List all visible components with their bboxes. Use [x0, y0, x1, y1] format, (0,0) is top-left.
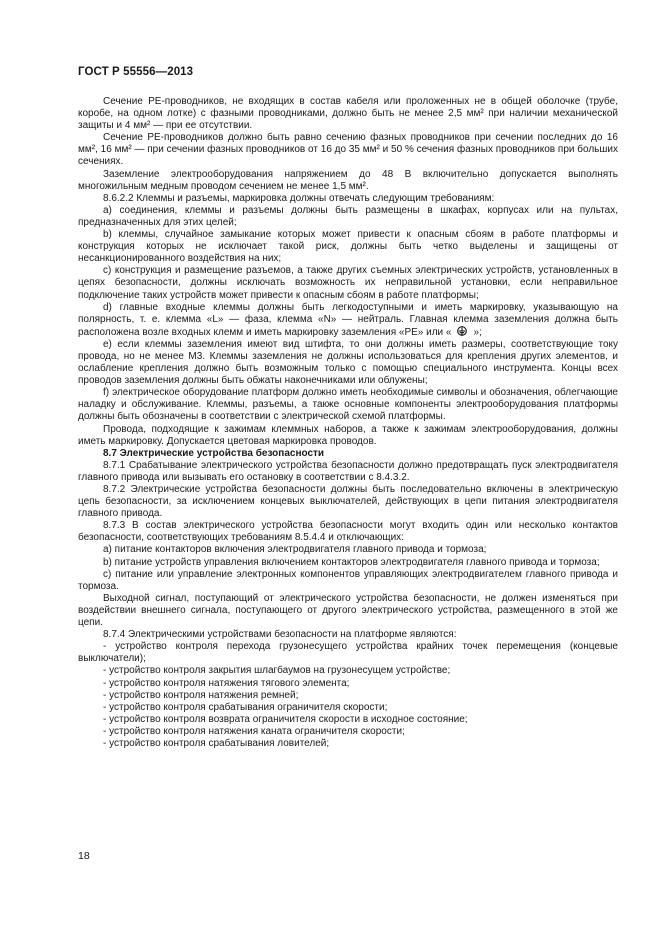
list-item-d: [78, 302, 618, 339]
paragraph-grounding-48v: Заземление электрооборудования напряжением до 48 В включительно допускается выполнять многожильным медным проводом сечением не менее 1,5 мм².: [78, 168, 618, 192]
paragraph-output-signal: Выходной сигнал, поступающий от электрического устройства безопасности, не должен изменяться при воздействии внешнего сигнала, поступающего от другого электрического устройства, размещенного в этой же цепи.: [78, 592, 618, 629]
dash-item-governor-reset: - устройство контроля возврата ограничителя скорости в исходное состояние;: [103, 713, 468, 725]
dash-item-governor-trip: - устройство контроля срабатывания ограничителя скорости;: [103, 701, 388, 713]
list-item-d-text: d) главные входные клеммы должны быть легкодоступными и иметь маркировку, указывающую на полярность, т. е. клемма «L» — фаза, клемма «N» — нейтраль. Главная клемма заземления должна быть расположена возле входных клемм и иметь маркировку заземления «PE» или «: [78, 301, 618, 338]
paragraph-8-6-2-2: 8.6.2.2 Клеммы и разъемы, маркировка должны отвечать следующим требованиям:: [103, 192, 495, 204]
dash-item-governor-rope: - устройство контроля натяжения каната ограничителя скорости;: [103, 725, 405, 737]
list-item-b-2: b) питание устройств управления включением контакторов электродвигателя главного привода и тормоза;: [103, 556, 600, 568]
dash-item-barriers: - устройство контроля закрытия шлагбаумов на грузонесущем устройстве;: [103, 665, 451, 677]
paragraph-8-7-4: 8.7.4 Электрическими устройствами безопасности на платформе являются:: [103, 629, 457, 641]
paragraph-8-7-2: 8.7.2 Электрические устройства безопасности должны быть последовательно включены в электрическую цепь безопасности, за исключением концевых выключателей, действующих в цепи питания электродвигателя главного привода.: [78, 484, 618, 520]
ground-symbol-icon: [451, 326, 473, 336]
paragraph-pe-section-equal: Сечение PE-проводников должно быть равно сечению фазных проводников при сечении последних до 16 мм², 16 мм² — при сечении фазных проводников от 16 до 35 мм² и 50 % сечения фазных проводников при больших сечениях.: [78, 132, 618, 168]
list-item-a: а) соединения, клеммы и разъемы должны быть размещены в шкафах, корпусах или на пультах, предназначенных для этих целей;: [78, 204, 618, 228]
page-number: 18: [78, 850, 90, 862]
list-item-c-2: с) питание или управление электронных компонентов управляющих электродвигателем главного привода и тормоза.: [78, 568, 618, 592]
paragraph-8-7-3: 8.7.3 В состав электрического устройства безопасности могут входить один или несколько контактов безопасности, соответствующих требованиям 8.5.4.4 и отключающих:: [78, 520, 618, 544]
dash-item-traction-tension: - устройство контроля натяжения тягового элемента;: [103, 677, 350, 689]
list-item-b: b) клеммы, случайное замыкание которых может привести к опасным сбоям в работе платформы и конструкция которых не исключает такой риск, должны быть четко выделены и защищены от несанкционированного воздействия на них;: [78, 229, 618, 265]
ground-suffix: »;: [473, 326, 482, 338]
paragraph-8-7-1: 8.7.1 Срабатывание электрического устройства безопасности должно предотвращать пуск электродвигателя главного привода или вызывать его остановку в соответствии с 8.4.3.2.: [78, 459, 618, 483]
page-body: [78, 96, 618, 750]
dash-item-belt-tension: - устройство контроля натяжения ремней;: [103, 689, 299, 701]
list-item-c: с) конструкция и размещение разъемов, а также других съемных электрических устройств, установленных в цепях безопасности, должны исключать возможность их неправильной установки, если неправильное подключение таких устройств может привести к опасным сбоям в работе платформы;: [78, 265, 618, 301]
dash-item-safety-gear: - устройство контроля срабатывания ловителей;: [103, 737, 330, 749]
list-item-f: f) электрическое оборудование платформ должно иметь необходимые символы и обозначения, облегчающие наладку и обслуживание. Клеммы, разъемы, а также основные компоненты электрооборудования платформы должны быть обозначены в соответствии с электрической схемой платформы.: [78, 387, 618, 423]
document-header: ГОСТ Р 55556—2013: [78, 66, 194, 78]
list-item-e: e) если клеммы заземления имеют вид штифта, то они должны иметь размеры, соответствующие току провода, но не менее М3. Клеммы заземления не должны использоваться для крепления других элементов, и ослабление крепления должно быть возможным только с помощью специального инструмента. Концы всех проводов заземления должны быть обжаты наконечниками или облужены;: [78, 338, 618, 387]
dash-item-limit-switches: - устройство контроля перехода грузонесущего устройства крайних точек перемещения (концевые выключатели);: [78, 641, 618, 665]
paragraph-wire-marking: Провода, подходящие к зажимам клеммных наборов, а также к зажимам электрооборудования, должны иметь маркировку. Допускается цветовая маркировка проводов.: [78, 423, 618, 447]
list-item-a-2: а) питание контакторов включения электродвигателя главного привода и тормоза;: [103, 544, 487, 556]
paragraph-pe-section-sizes: Сечение PE-проводников, не входящих в состав кабеля или проложенных не в общей оболочке (трубе, коробе, на одном лотке) с фазными проводниками, должно быть не менее 2,5 мм² при наличии механической защиты и 4 мм² — при ее отсутствии.: [78, 96, 618, 132]
section-heading-8-7: 8.7 Электрические устройства безопасности: [103, 447, 325, 459]
